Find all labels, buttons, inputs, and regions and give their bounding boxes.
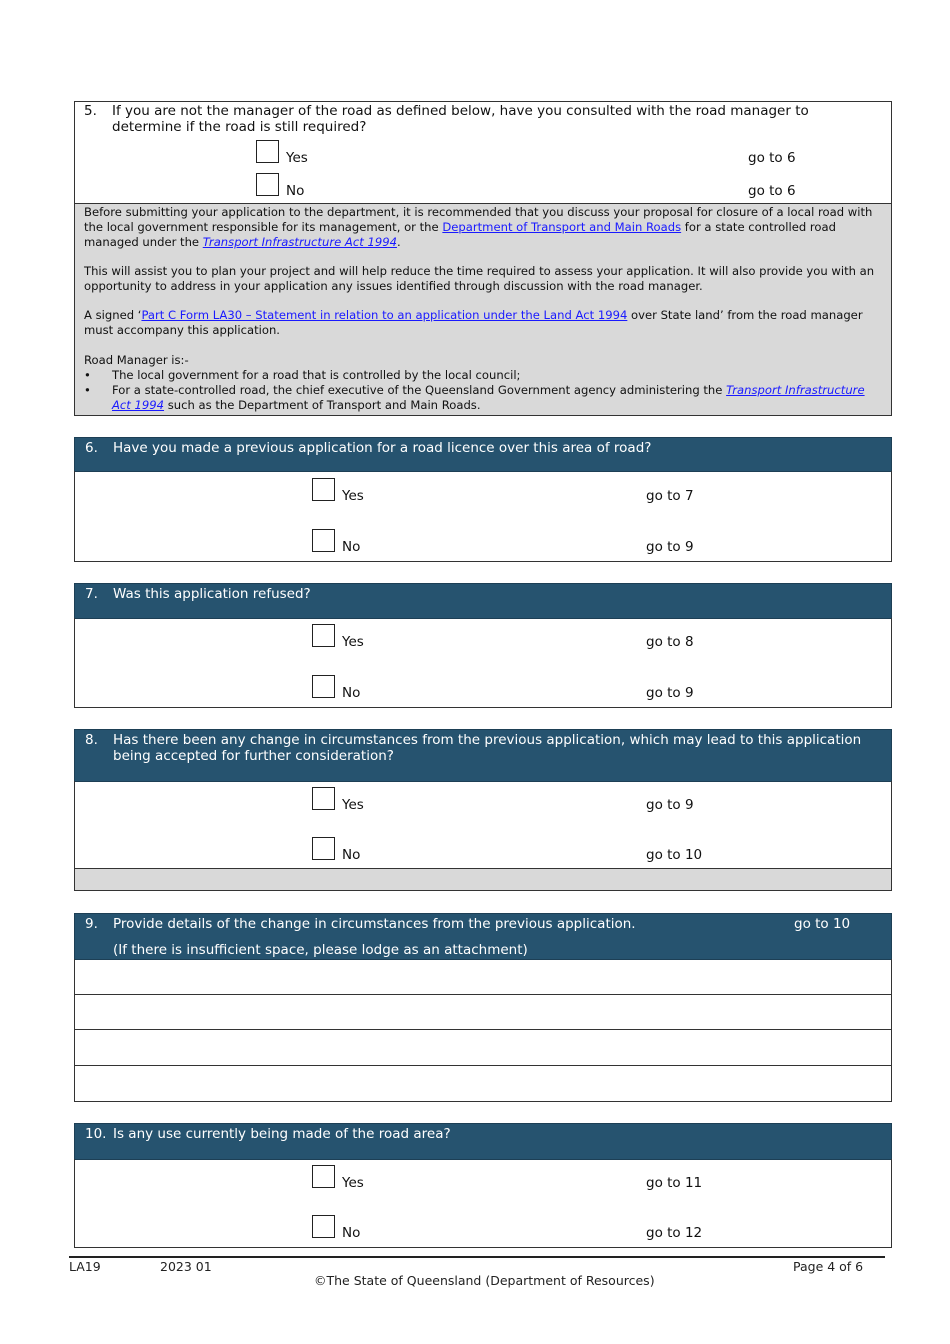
q5-no-checkbox[interactable] [256,173,279,196]
q9-input-area[interactable] [74,959,892,1102]
q5-info-p1: Before submitting your application to the department, it is recommended that you discuss your proposal for closure of a local road with the local government responsible for its management, or the Department of Transport and Main Roads for a state controlled road managed under the Transport Infrastructure Act 1994. [84,205,873,249]
q7-yes-checkbox[interactable] [312,624,335,647]
q8-yes-label: Yes [342,797,364,813]
q7-body [74,618,892,708]
q6-header [74,437,892,472]
tia-1994-link-2[interactable]: Transport Infrastructure Act 1994 [112,383,865,412]
q9-goto: go to 10 [794,916,851,932]
q8-yes-checkbox[interactable] [312,787,335,810]
q10-header [74,1123,892,1160]
q9-header [74,913,892,960]
dtmr-link[interactable]: Department of Transport and Main Roads [442,220,682,234]
q9-note: (If there is insufficient space, please lodge as an attachment) [113,942,528,958]
q6-no-goto: go to 9 [646,539,694,555]
footer-copyright: ©The State of Queensland (Department of Resources) [314,1273,655,1288]
q7-yes-goto: go to 8 [646,634,694,650]
q9-row-divider [74,1065,892,1066]
q9-row-divider [74,994,892,995]
q10-body [74,1159,892,1248]
q6-question: Have you made a previous application for a road licence over this area of road? [113,440,652,456]
form-la30-link[interactable]: Part C Form LA30 – Statement in relation to an application under the Land Act 1994 [141,308,628,322]
q5-info-p4: Road Manager is:- [84,353,189,367]
q5-question [84,103,874,135]
q8-question: Has there been any change in circumstances from the previous application, which may lead to this application being accepted for further consideration? [113,732,862,764]
q8-no-label: No [342,847,361,863]
footer-page-number: Page 4 of 6 [793,1259,864,1274]
q10-question: Is any use currently being made of the road area? [113,1126,451,1142]
q7-header [74,583,892,619]
q5-bullet-2: • For a state-controlled road, the chief executive of the Queensland Government agency administering the Transport Infrastructure Act 1994 such as the Department of Transport and Main Roads. [84,383,865,412]
q6-yes-checkbox[interactable] [312,478,335,501]
q9-number: 9. [85,916,98,932]
q5-text: If you are not the manager of the road as defined below, have you consulted with the road manager to determine if the road is still required? [112,103,809,135]
q7-number: 7. [85,586,98,602]
q6-body [74,471,892,562]
q6-no-checkbox[interactable] [312,529,335,552]
q8-no-checkbox[interactable] [312,837,335,860]
q8-number: 8. [85,732,98,748]
q5-no-label: No [286,183,305,199]
q5-no-goto: go to 6 [748,183,796,199]
q5-number: 5. [84,103,97,119]
footer-rule [69,1256,885,1258]
q7-no-checkbox[interactable] [312,675,335,698]
q8-body [74,781,892,868]
q5-info-p3: A signed ‘Part C Form LA30 – Statement in relation to an application under the Land Act 1994 over State land’ from the road manager must accompany this application. [84,308,863,337]
q10-yes-checkbox[interactable] [312,1165,335,1188]
q5-info-p2: This will assist you to plan your project and will help reduce the time required to assess your application. It will also provide you with an opportunity to address in your application any issues identified through discussion with the road manager. [84,264,875,293]
q8-grey-bar [74,868,892,891]
q5-bullet-1: • The local government for a road that is controlled by the local council; [84,368,521,382]
footer-form-code: LA19 [69,1259,101,1274]
q5-yes-label: Yes [286,150,308,166]
q9-row-divider [74,1029,892,1030]
q10-yes-goto: go to 11 [646,1175,703,1191]
q5-yes-checkbox[interactable] [256,140,279,163]
q5-yes-goto: go to 6 [748,150,796,166]
q7-question: Was this application refused? [113,586,311,602]
q6-yes-label: Yes [342,488,364,504]
q10-number: 10. [85,1126,107,1142]
q10-no-checkbox[interactable] [312,1215,335,1238]
q8-header [74,729,892,782]
q8-no-goto: go to 10 [646,847,703,863]
q9-question: Provide details of the change in circumstances from the previous application. [113,916,636,932]
footer-version: 2023 01 [160,1259,212,1274]
q6-number: 6. [85,440,98,456]
q10-no-goto: go to 12 [646,1225,703,1241]
q7-no-label: No [342,685,361,701]
q7-no-goto: go to 9 [646,685,694,701]
q6-yes-goto: go to 7 [646,488,694,504]
q10-no-label: No [342,1225,361,1241]
q8-yes-goto: go to 9 [646,797,694,813]
tia-1994-link[interactable]: Transport Infrastructure Act 1994 [202,235,397,249]
q7-yes-label: Yes [342,634,364,650]
q10-yes-label: Yes [342,1175,364,1191]
q6-no-label: No [342,539,361,555]
